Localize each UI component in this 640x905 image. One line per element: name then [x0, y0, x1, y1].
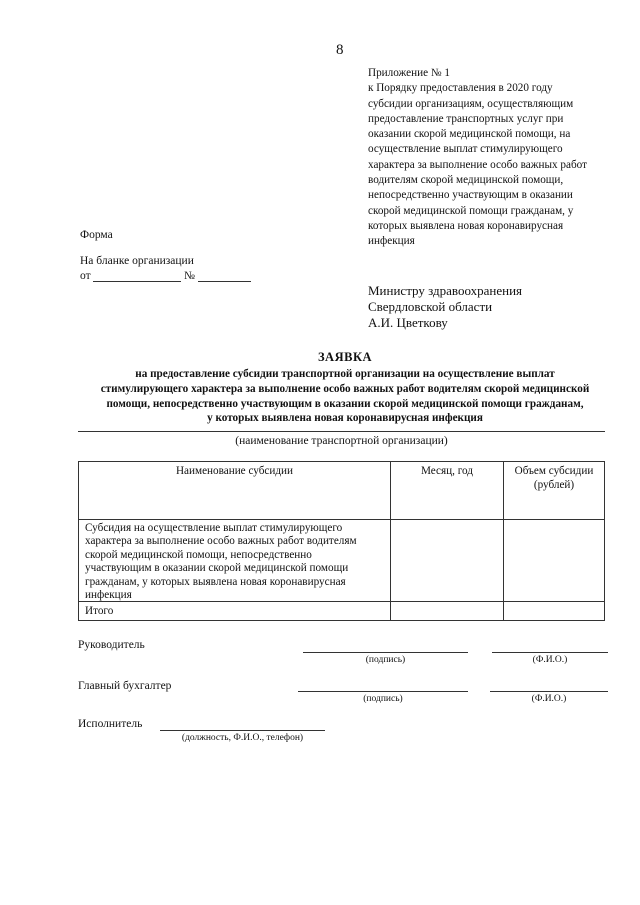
number-label: №	[184, 270, 195, 282]
appendix-line: к Порядку предоставления в 2020 году	[368, 82, 553, 95]
subsidy-description-cell	[85, 522, 385, 602]
addressee-position: Министру здравоохранения	[368, 283, 523, 298]
subsidy-description-line: характера за выполнение особо важных работ водителям	[85, 535, 357, 548]
header-amount-unit: (рублей)	[533, 479, 575, 491]
head-signature-line	[303, 652, 468, 653]
subsidy-description-line: скорой медицинской помощи, непосредственно	[85, 548, 312, 561]
subsidy-table	[78, 461, 605, 621]
letterhead-caption: На бланке организации	[80, 255, 194, 267]
document-title: ЗАЯВКА	[317, 350, 373, 364]
appendix-line: водителям скорой медицинской помощи,	[368, 174, 564, 187]
subsidy-description-line: Субсидия на осуществление выплат стимулирующего	[85, 522, 343, 534]
executor-caption: (должность, Ф.И.О., телефон)	[181, 733, 304, 743]
head-name-caption: (Ф.И.О.)	[532, 655, 568, 665]
appendix-line: которых выявлена новая коронавирусная	[368, 219, 564, 232]
addressee-block	[368, 283, 522, 331]
appendix-line: инфекция	[368, 235, 415, 248]
number-field-line	[198, 281, 251, 282]
header-month-year: Месяц, год	[420, 465, 473, 477]
head-name-line	[492, 652, 608, 653]
organization-name-line	[78, 431, 605, 432]
subtitle-line: стимулирующего характера за выполнение особо важных работ водителям скорой медицинской	[100, 382, 590, 395]
total-row-label: Итого	[85, 605, 114, 617]
appendix-title: Приложение № 1	[368, 67, 450, 79]
appendix-block	[368, 66, 608, 250]
appendix-line: скорой медицинской помощи гражданам, у	[368, 204, 574, 217]
subtitle-line: у которых выявлена новая коронавирусная инфекция	[207, 412, 483, 425]
appendix-line: субсидии организациям, осуществляющим	[368, 97, 574, 110]
date-label: от	[80, 270, 91, 282]
accountant-name-caption: (Ф.И.О.)	[531, 694, 567, 704]
date-field-line	[93, 281, 181, 282]
form-label: Форма	[80, 229, 113, 241]
subsidy-description-line: гражданам, у которых выявлена новая коронавирусная	[85, 575, 346, 588]
page-number: 8	[336, 42, 344, 58]
document-subtitle	[80, 367, 610, 426]
table-column-divider	[390, 462, 391, 620]
addressee-region: Свердловской области	[368, 299, 493, 314]
subsidy-description-line: инфекция	[85, 589, 132, 602]
organization-caption: (наименование транспортной организации)	[235, 435, 448, 447]
subtitle-line: на предоставление субсидии транспортной организации на осуществление выплат	[135, 368, 555, 380]
addressee-name: А.И. Цветкову	[368, 315, 448, 330]
head-signature-caption: (подпись)	[365, 655, 406, 665]
appendix-line: непосредственно участвующим в оказании	[368, 189, 573, 202]
accountant-name-line	[490, 691, 608, 692]
header-subsidy-name: Наименование субсидии	[175, 465, 294, 477]
appendix-line: оказании скорой медицинской помощи, на	[368, 128, 571, 141]
accountant-signature-line	[298, 691, 468, 692]
appendix-line: предоставление транспортных услуг при	[368, 112, 564, 125]
table-row-divider	[79, 519, 604, 520]
subtitle-line: помощи, непосредственно участвующим в оказании скорой медицинской помощи гражданам,	[106, 397, 584, 410]
accountant-label: Главный бухгалтер	[78, 680, 172, 692]
header-subsidy-amount: Объем субсидии	[514, 465, 594, 477]
head-label: Руководитель	[78, 639, 145, 651]
executor-line	[160, 730, 325, 731]
appendix-line: характера за выполнение особо важных работ	[368, 158, 587, 171]
accountant-signature-caption: (подпись)	[363, 694, 403, 704]
appendix-line: осуществление выплат стимулирующего	[368, 143, 563, 156]
executor-label: Исполнитель	[78, 718, 143, 730]
subsidy-description-line: участвующим в оказании скорой медицинской помощи	[85, 562, 349, 575]
